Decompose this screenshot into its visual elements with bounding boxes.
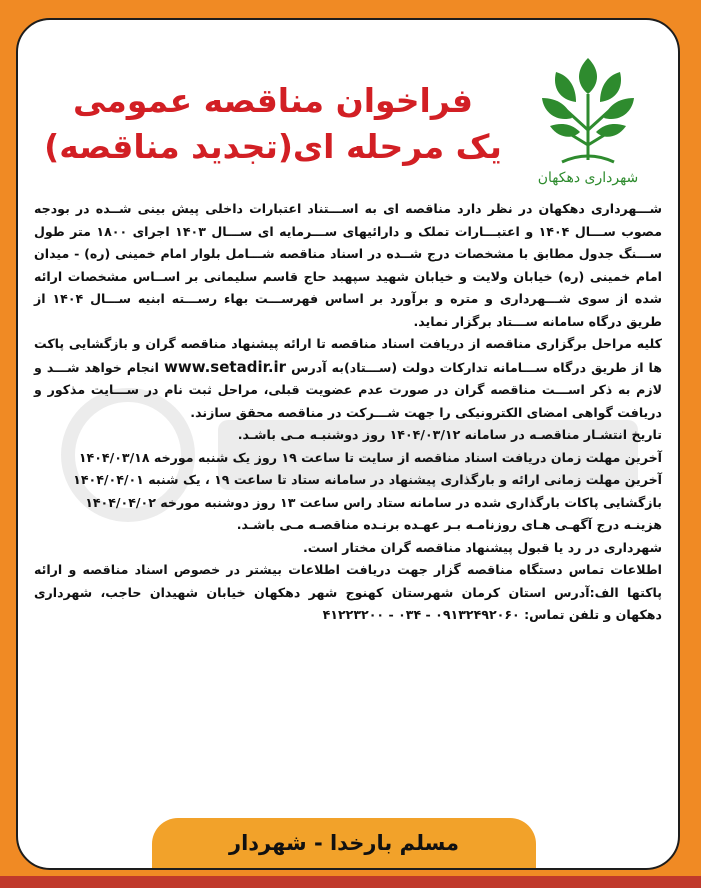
announcement-body (34, 198, 662, 627)
paragraph-publish-date: تاریخ انتشـار مناقصـه در سامانه ۱۴۰۴/۰۳/۱۲ روز دوشنبـه مـی باشـد. (237, 427, 662, 442)
title-line-1: فراخوان مناقصه عمومی (73, 81, 473, 120)
procedure-text-before: کلیه مراحل برگزاری مناقصه از دریافت اسناد مناقصه تا ارائه پیشنهاد مناقصه گران و بازگشایی پاکت ها از طریق درگاه ســـامانه تدارکات دولت (ســـتاد)به آدرس (34, 336, 663, 375)
procedure-text-after: انجام خواهد شـــد و لازم به ذکر اســـت مناقصه گران در صورت عدم عضویت قبلی، مراحل ثبت نام در ســـایت مذکور و دریافت گواهی امضای الکترونیکی را جهت شـــرکت در مناقصه محقق سازند. (34, 359, 662, 420)
paragraph-document-deadline: آخرین مهلت زمان دریافت اسناد مناقصه از سایت تا ساعت ۱۹ روز یک شنبه مورخه ۱۴۰۴/۰۳/۱۸ (78, 449, 662, 465)
paragraph-submission-deadline: آخرین مهلت زمانی ارائه و بارگذاری پیشنهاد در سامانه ستاد تا ساعت ۱۹ ، یک شنبه ۱۴۰۴/۰۴/۰۱ (73, 472, 662, 487)
title-line-2: یک مرحله ای(تجدید مناقصه) (44, 127, 502, 166)
paragraph-ad-cost: هزینـه درج آگهـی هـای روزنامـه بـر عهـده برنـده مناقصـه مـی باشـد. (236, 517, 662, 532)
paragraph-intro: شـــهرداری دهکهان در نظر دارد مناقصه ای به اســـتناد اعتبارات داخلی پیش بینی شــده در بودجه مصوب ســـال ۱۴۰۴ و اعتبـــارات تملک و دارائیهای ســـرمایه ای ســـال ۱۴۰۳ اجرای ۱۸۰۰ متر طول ســـنگ جدول مطابق با مشخصات درج شــده در اسناد مناقصه شـــامل بلوار امام خمینی (ره) - میدان امام خمینی (ره) خیابان ولایت و خیابان شهید سپهبد حاج قاسم سلیمانی بر اســاس مشخصات ارائه شده از سوی شـــهرداری و متره و برآورد بر اساس فهرســـت بهاء رســـته ابنیه ســـال ۱۴۰۴ از طریق درگاه سامانه ســـتاد برگزار نماید. (34, 201, 663, 329)
logo-caption: شهرداری دهکهان (537, 170, 639, 186)
announcement-card (16, 18, 680, 870)
page-title (38, 78, 508, 170)
paragraph-rights: شهرداری در رد یا قبول پیشنهاد مناقصه گران مختار است. (303, 539, 662, 555)
setad-website-link[interactable]: www.setadir.ir (164, 357, 287, 376)
paragraph-contact: اطلاعات تماس دستگاه مناقصه گزار جهت دریافت اطلاعات بیشتر در خصوص اسناد مناقصه و ارائه پاکتها الف:آدرس استان کرمان شهرستان کهنوج شهر دهکهان خیابان شهیدان حاجب، شهرداری دهکهان و تلفن تماس: ۰۹۱۳۲۴۹۲۰۶۰ - ۰۳۴ - ۴۱۲۲۳۲۰۰ (34, 562, 662, 622)
bottom-strip (0, 876, 701, 888)
signature-bar: مسلم بارخدا - شهردار (152, 818, 536, 868)
paragraph-opening-date: بازگشایی پاکات بارگذاری شده در سامانه ستاد راس ساعت ۱۳ روز دوشنبه مورخه ۱۴۰۴/۰۴/۰۲ (85, 494, 662, 510)
paragraph-procedure (34, 333, 662, 424)
